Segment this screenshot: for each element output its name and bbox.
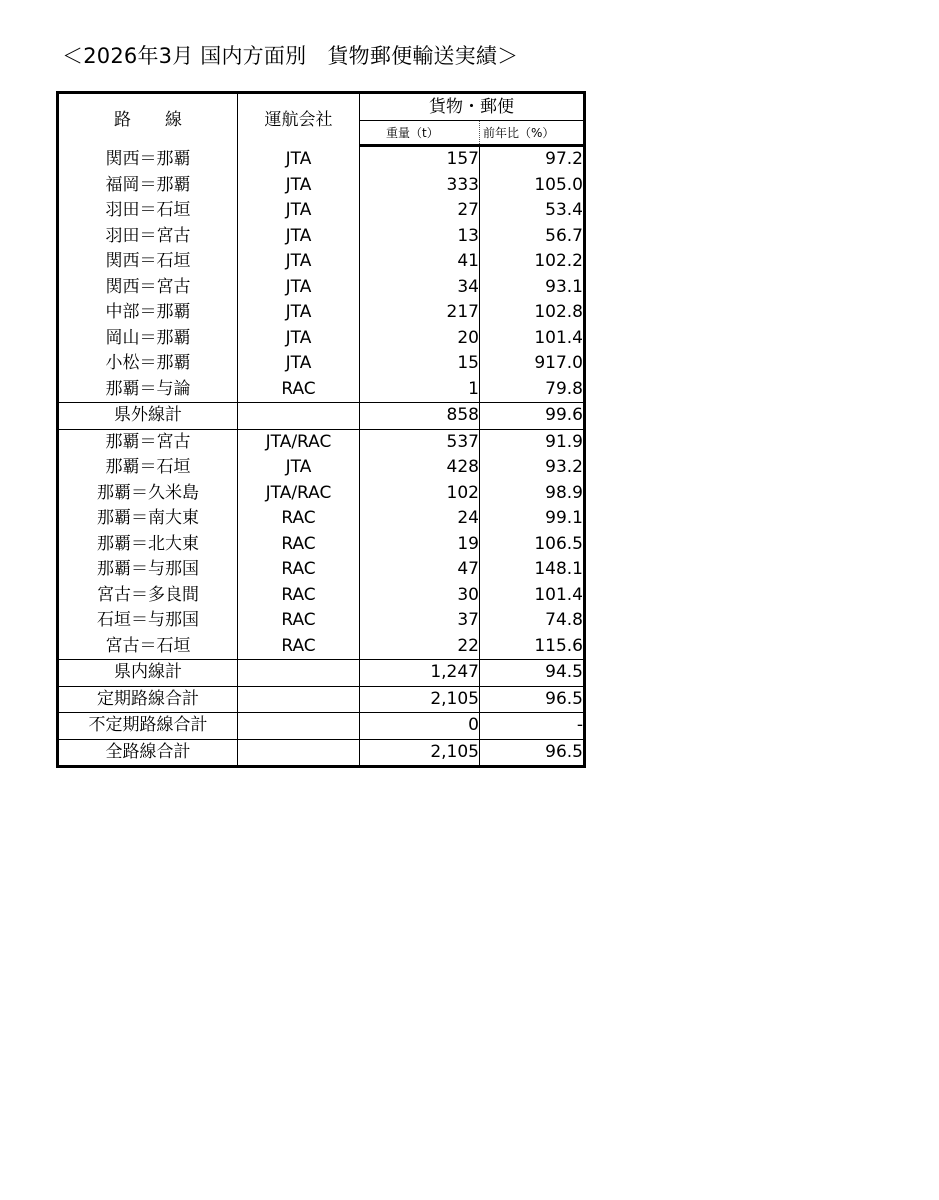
operator-cell: RAC xyxy=(238,557,360,583)
operator-cell: JTA xyxy=(238,326,360,352)
operator-cell xyxy=(238,686,360,713)
yoy-cell: 79.8 xyxy=(480,377,585,403)
operator-cell: RAC xyxy=(238,608,360,634)
weight-cell: 27 xyxy=(360,198,480,224)
route-cell: 全路線合計 xyxy=(58,739,238,767)
header-route: 路 線 xyxy=(58,93,238,146)
yoy-cell: 96.5 xyxy=(480,739,585,767)
yoy-cell: 93.2 xyxy=(480,455,585,481)
weight-cell: 47 xyxy=(360,557,480,583)
yoy-cell: 105.0 xyxy=(480,173,585,199)
route-cell: 定期路線合計 xyxy=(58,686,238,713)
weight-cell: 22 xyxy=(360,634,480,660)
weight-cell: 0 xyxy=(360,713,480,740)
operator-cell xyxy=(238,713,360,740)
weight-cell: 24 xyxy=(360,506,480,532)
route-cell: 関西＝那覇 xyxy=(58,146,238,173)
weight-cell: 428 xyxy=(360,455,480,481)
weight-cell: 2,105 xyxy=(360,686,480,713)
route-cell: 不定期路線合計 xyxy=(58,713,238,740)
weight-cell: 858 xyxy=(360,403,480,430)
yoy-cell: 101.4 xyxy=(480,326,585,352)
weight-cell: 537 xyxy=(360,429,480,455)
route-cell: 宮古＝石垣 xyxy=(58,634,238,660)
table-row xyxy=(58,249,585,275)
operator-cell: RAC xyxy=(238,506,360,532)
route-cell: 関西＝宮古 xyxy=(58,275,238,301)
table-row xyxy=(58,634,585,660)
operator-cell: JTA/RAC xyxy=(238,481,360,507)
yoy-cell: 99.6 xyxy=(480,403,585,430)
yoy-cell: 99.1 xyxy=(480,506,585,532)
weight-cell: 1,247 xyxy=(360,660,480,687)
operator-cell xyxy=(238,403,360,430)
weight-cell: 13 xyxy=(360,224,480,250)
route-cell: 宮古＝多良間 xyxy=(58,583,238,609)
operator-cell xyxy=(238,660,360,687)
weight-cell: 41 xyxy=(360,249,480,275)
weight-cell: 217 xyxy=(360,300,480,326)
table-row xyxy=(58,173,585,199)
yoy-cell: 94.5 xyxy=(480,660,585,687)
route-cell: 中部＝那覇 xyxy=(58,300,238,326)
yoy-cell: 115.6 xyxy=(480,634,585,660)
yoy-cell: 53.4 xyxy=(480,198,585,224)
weight-cell: 19 xyxy=(360,532,480,558)
route-cell: 那覇＝北大東 xyxy=(58,532,238,558)
page-title: ＜2026年3月 国内方面別 貨物郵便輸送実績＞ xyxy=(62,44,519,68)
operator-cell: JTA xyxy=(238,198,360,224)
yoy-cell: 91.9 xyxy=(480,429,585,455)
weight-cell: 2,105 xyxy=(360,739,480,767)
weight-cell: 20 xyxy=(360,326,480,352)
table-row xyxy=(58,377,585,403)
header-operator: 運航会社 xyxy=(238,93,360,146)
table-row xyxy=(58,351,585,377)
yoy-cell: 56.7 xyxy=(480,224,585,250)
table-total-row xyxy=(58,713,585,740)
table-row xyxy=(58,481,585,507)
route-cell: 那覇＝南大東 xyxy=(58,506,238,532)
operator-cell: JTA xyxy=(238,249,360,275)
table-total-row xyxy=(58,403,585,430)
operator-cell: RAC xyxy=(238,634,360,660)
cargo-mail-table xyxy=(56,91,586,768)
yoy-cell: 93.1 xyxy=(480,275,585,301)
table-row xyxy=(58,608,585,634)
operator-cell: RAC xyxy=(238,532,360,558)
yoy-cell: 97.2 xyxy=(480,146,585,173)
operator-cell: RAC xyxy=(238,377,360,403)
operator-cell: JTA xyxy=(238,455,360,481)
table-row xyxy=(58,583,585,609)
route-cell: 石垣＝与那国 xyxy=(58,608,238,634)
table-row xyxy=(58,224,585,250)
header-weight: 重量（t） xyxy=(360,121,480,146)
header-cargo-mail: 貨物・郵便 xyxy=(360,93,585,121)
yoy-cell: 917.0 xyxy=(480,351,585,377)
yoy-cell: - xyxy=(480,713,585,740)
operator-cell: JTA xyxy=(238,351,360,377)
route-cell: 那覇＝与論 xyxy=(58,377,238,403)
yoy-cell: 74.8 xyxy=(480,608,585,634)
table-row xyxy=(58,506,585,532)
route-cell: 関西＝石垣 xyxy=(58,249,238,275)
route-cell: 福岡＝那覇 xyxy=(58,173,238,199)
table-row xyxy=(58,532,585,558)
table-row xyxy=(58,326,585,352)
table-row xyxy=(58,300,585,326)
operator-cell: JTA/RAC xyxy=(238,429,360,455)
operator-cell: JTA xyxy=(238,275,360,301)
operator-cell: JTA xyxy=(238,224,360,250)
operator-cell: JTA xyxy=(238,173,360,199)
table-total-row xyxy=(58,660,585,687)
route-cell: 那覇＝石垣 xyxy=(58,455,238,481)
weight-cell: 34 xyxy=(360,275,480,301)
route-cell: 那覇＝与那国 xyxy=(58,557,238,583)
yoy-cell: 101.4 xyxy=(480,583,585,609)
route-cell: 岡山＝那覇 xyxy=(58,326,238,352)
route-cell: 小松＝那覇 xyxy=(58,351,238,377)
route-cell: 那覇＝久米島 xyxy=(58,481,238,507)
table-row xyxy=(58,557,585,583)
yoy-cell: 96.5 xyxy=(480,686,585,713)
weight-cell: 15 xyxy=(360,351,480,377)
yoy-cell: 148.1 xyxy=(480,557,585,583)
route-cell: 県内線計 xyxy=(58,660,238,687)
route-cell: 県外線計 xyxy=(58,403,238,430)
weight-cell: 102 xyxy=(360,481,480,507)
route-cell: 羽田＝宮古 xyxy=(58,224,238,250)
weight-cell: 37 xyxy=(360,608,480,634)
yoy-cell: 102.8 xyxy=(480,300,585,326)
yoy-cell: 106.5 xyxy=(480,532,585,558)
operator-cell: JTA xyxy=(238,300,360,326)
operator-cell: JTA xyxy=(238,146,360,173)
yoy-cell: 102.2 xyxy=(480,249,585,275)
table-row xyxy=(58,275,585,301)
yoy-cell: 98.9 xyxy=(480,481,585,507)
table-total-row xyxy=(58,739,585,767)
operator-cell xyxy=(238,739,360,767)
operator-cell: RAC xyxy=(238,583,360,609)
weight-cell: 333 xyxy=(360,173,480,199)
table-row xyxy=(58,429,585,455)
table-row xyxy=(58,455,585,481)
table-row xyxy=(58,146,585,173)
table-total-row xyxy=(58,686,585,713)
route-cell: 羽田＝石垣 xyxy=(58,198,238,224)
route-cell: 那覇＝宮古 xyxy=(58,429,238,455)
table-row xyxy=(58,198,585,224)
weight-cell: 30 xyxy=(360,583,480,609)
weight-cell: 157 xyxy=(360,146,480,173)
header-yoy: 前年比（%） xyxy=(480,121,585,146)
weight-cell: 1 xyxy=(360,377,480,403)
